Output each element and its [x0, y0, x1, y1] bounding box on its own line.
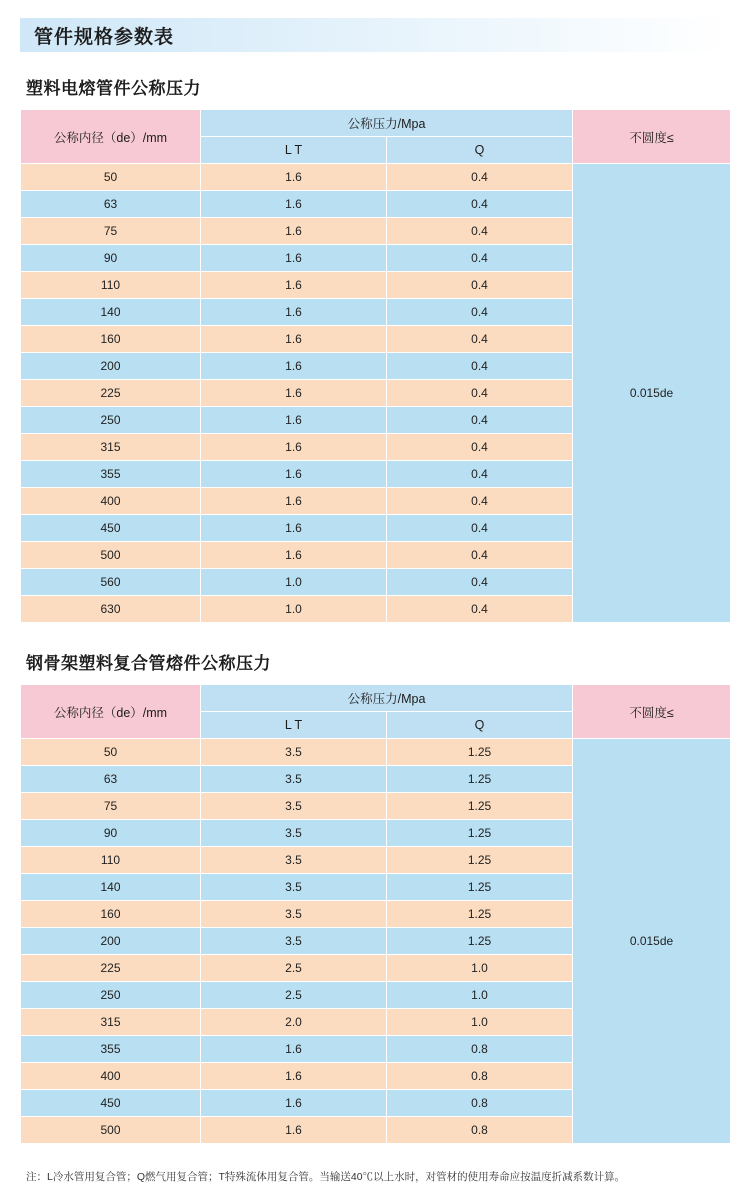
cell-lt: 1.6	[201, 407, 387, 434]
cell-de: 225	[21, 955, 201, 982]
cell-q: 0.4	[387, 461, 573, 488]
cell-de: 560	[21, 569, 201, 596]
cell-lt: 1.6	[201, 299, 387, 326]
cell-lt: 1.6	[201, 1036, 387, 1063]
cell-de: 63	[21, 766, 201, 793]
cell-de: 50	[21, 739, 201, 766]
cell-de: 160	[21, 901, 201, 928]
cell-lt: 1.6	[201, 164, 387, 191]
cell-q: 1.25	[387, 901, 573, 928]
page-title: 管件规格参数表	[34, 26, 175, 48]
section-heading: 塑料电熔管件公称压力	[26, 79, 201, 98]
cell-q: 0.4	[387, 191, 573, 218]
table-row	[21, 164, 731, 191]
cell-lt: 2.5	[201, 982, 387, 1009]
cell-q: 1.0	[387, 955, 573, 982]
cell-q: 1.25	[387, 928, 573, 955]
cell-roundness-value: 0.015de	[573, 164, 731, 623]
cell-q: 1.25	[387, 739, 573, 766]
cell-de: 630	[21, 596, 201, 623]
cell-lt: 1.6	[201, 488, 387, 515]
section-heading: 钢骨架塑料复合管熔件公称压力	[26, 654, 271, 673]
spec-table-steel-skeleton-composite	[20, 684, 731, 1144]
cell-q: 0.8	[387, 1117, 573, 1144]
cell-lt: 1.6	[201, 1090, 387, 1117]
cell-q: 0.4	[387, 326, 573, 353]
cell-q: 0.4	[387, 542, 573, 569]
cell-q: 0.4	[387, 407, 573, 434]
cell-de: 355	[21, 1036, 201, 1063]
table-header-row	[21, 685, 731, 712]
cell-de: 90	[21, 245, 201, 272]
cell-lt: 2.5	[201, 955, 387, 982]
table-body	[21, 685, 731, 1144]
cell-q: 1.25	[387, 847, 573, 874]
cell-q: 0.4	[387, 488, 573, 515]
cell-de: 140	[21, 299, 201, 326]
header-nominal-diameter: 公称内径（de）/mm	[21, 110, 201, 164]
cell-lt: 1.6	[201, 434, 387, 461]
spec-table-plastic-electrofusion	[20, 109, 731, 623]
cell-lt: 1.6	[201, 1063, 387, 1090]
cell-lt: 3.5	[201, 847, 387, 874]
cell-lt: 1.0	[201, 596, 387, 623]
header-nominal-pressure: 公称压力/Mpa	[201, 110, 573, 137]
cell-q: 0.4	[387, 218, 573, 245]
cell-q: 1.25	[387, 766, 573, 793]
section-plastic-electrofusion	[20, 74, 730, 623]
header-lt: L T	[201, 712, 387, 739]
cell-de: 250	[21, 407, 201, 434]
cell-lt: 1.6	[201, 461, 387, 488]
header-roundness: 不圆度≤	[573, 685, 731, 739]
cell-lt: 3.5	[201, 820, 387, 847]
cell-de: 110	[21, 272, 201, 299]
cell-lt: 1.6	[201, 380, 387, 407]
cell-q: 0.4	[387, 353, 573, 380]
cell-lt: 1.6	[201, 191, 387, 218]
cell-q: 1.25	[387, 793, 573, 820]
cell-de: 50	[21, 164, 201, 191]
cell-lt: 1.6	[201, 1117, 387, 1144]
header-lt: L T	[201, 137, 387, 164]
cell-q: 1.25	[387, 874, 573, 901]
cell-de: 200	[21, 353, 201, 380]
cell-lt: 3.5	[201, 874, 387, 901]
cell-q: 0.4	[387, 164, 573, 191]
cell-q: 0.4	[387, 245, 573, 272]
cell-de: 500	[21, 542, 201, 569]
section-steel-skeleton-composite	[20, 649, 730, 1144]
cell-lt: 3.5	[201, 793, 387, 820]
cell-lt: 1.6	[201, 542, 387, 569]
cell-roundness-value: 0.015de	[573, 739, 731, 1144]
cell-lt: 3.5	[201, 901, 387, 928]
header-nominal-diameter: 公称内径（de）/mm	[21, 685, 201, 739]
header-q: Q	[387, 137, 573, 164]
cell-lt: 1.6	[201, 515, 387, 542]
cell-q: 0.8	[387, 1036, 573, 1063]
cell-lt: 3.5	[201, 928, 387, 955]
cell-de: 90	[21, 820, 201, 847]
cell-q: 1.0	[387, 982, 573, 1009]
table-header-row	[21, 110, 731, 137]
cell-q: 0.4	[387, 434, 573, 461]
cell-de: 75	[21, 218, 201, 245]
cell-de: 450	[21, 1090, 201, 1117]
cell-q: 0.4	[387, 569, 573, 596]
page-title-bar	[20, 18, 730, 52]
cell-de: 400	[21, 1063, 201, 1090]
cell-de: 160	[21, 326, 201, 353]
header-nominal-pressure: 公称压力/Mpa	[201, 685, 573, 712]
cell-q: 0.8	[387, 1063, 573, 1090]
cell-q: 1.25	[387, 820, 573, 847]
cell-lt: 3.5	[201, 739, 387, 766]
cell-lt: 1.6	[201, 326, 387, 353]
cell-lt: 1.6	[201, 245, 387, 272]
cell-q: 0.4	[387, 380, 573, 407]
cell-de: 110	[21, 847, 201, 874]
cell-q: 0.4	[387, 272, 573, 299]
footnote: 注：L冷水管用复合管；Q燃气用复合管；T特殊流体用复合管。当输送40℃以上水时，对管材的使用寿命应按温度折减系数计算。	[26, 1171, 626, 1183]
cell-de: 500	[21, 1117, 201, 1144]
header-roundness: 不圆度≤	[573, 110, 731, 164]
cell-lt: 3.5	[201, 766, 387, 793]
cell-lt: 1.0	[201, 569, 387, 596]
cell-de: 75	[21, 793, 201, 820]
table-body	[21, 110, 731, 623]
cell-de: 315	[21, 434, 201, 461]
cell-q: 1.0	[387, 1009, 573, 1036]
cell-q: 0.4	[387, 515, 573, 542]
cell-lt: 2.0	[201, 1009, 387, 1036]
cell-de: 140	[21, 874, 201, 901]
cell-lt: 1.6	[201, 353, 387, 380]
cell-q: 0.4	[387, 299, 573, 326]
table-row	[21, 739, 731, 766]
cell-q: 0.4	[387, 596, 573, 623]
cell-de: 200	[21, 928, 201, 955]
cell-lt: 1.6	[201, 272, 387, 299]
cell-de: 250	[21, 982, 201, 1009]
cell-de: 315	[21, 1009, 201, 1036]
cell-de: 355	[21, 461, 201, 488]
cell-de: 63	[21, 191, 201, 218]
header-q: Q	[387, 712, 573, 739]
cell-lt: 1.6	[201, 218, 387, 245]
cell-de: 400	[21, 488, 201, 515]
cell-q: 0.8	[387, 1090, 573, 1117]
cell-de: 450	[21, 515, 201, 542]
cell-de: 225	[21, 380, 201, 407]
